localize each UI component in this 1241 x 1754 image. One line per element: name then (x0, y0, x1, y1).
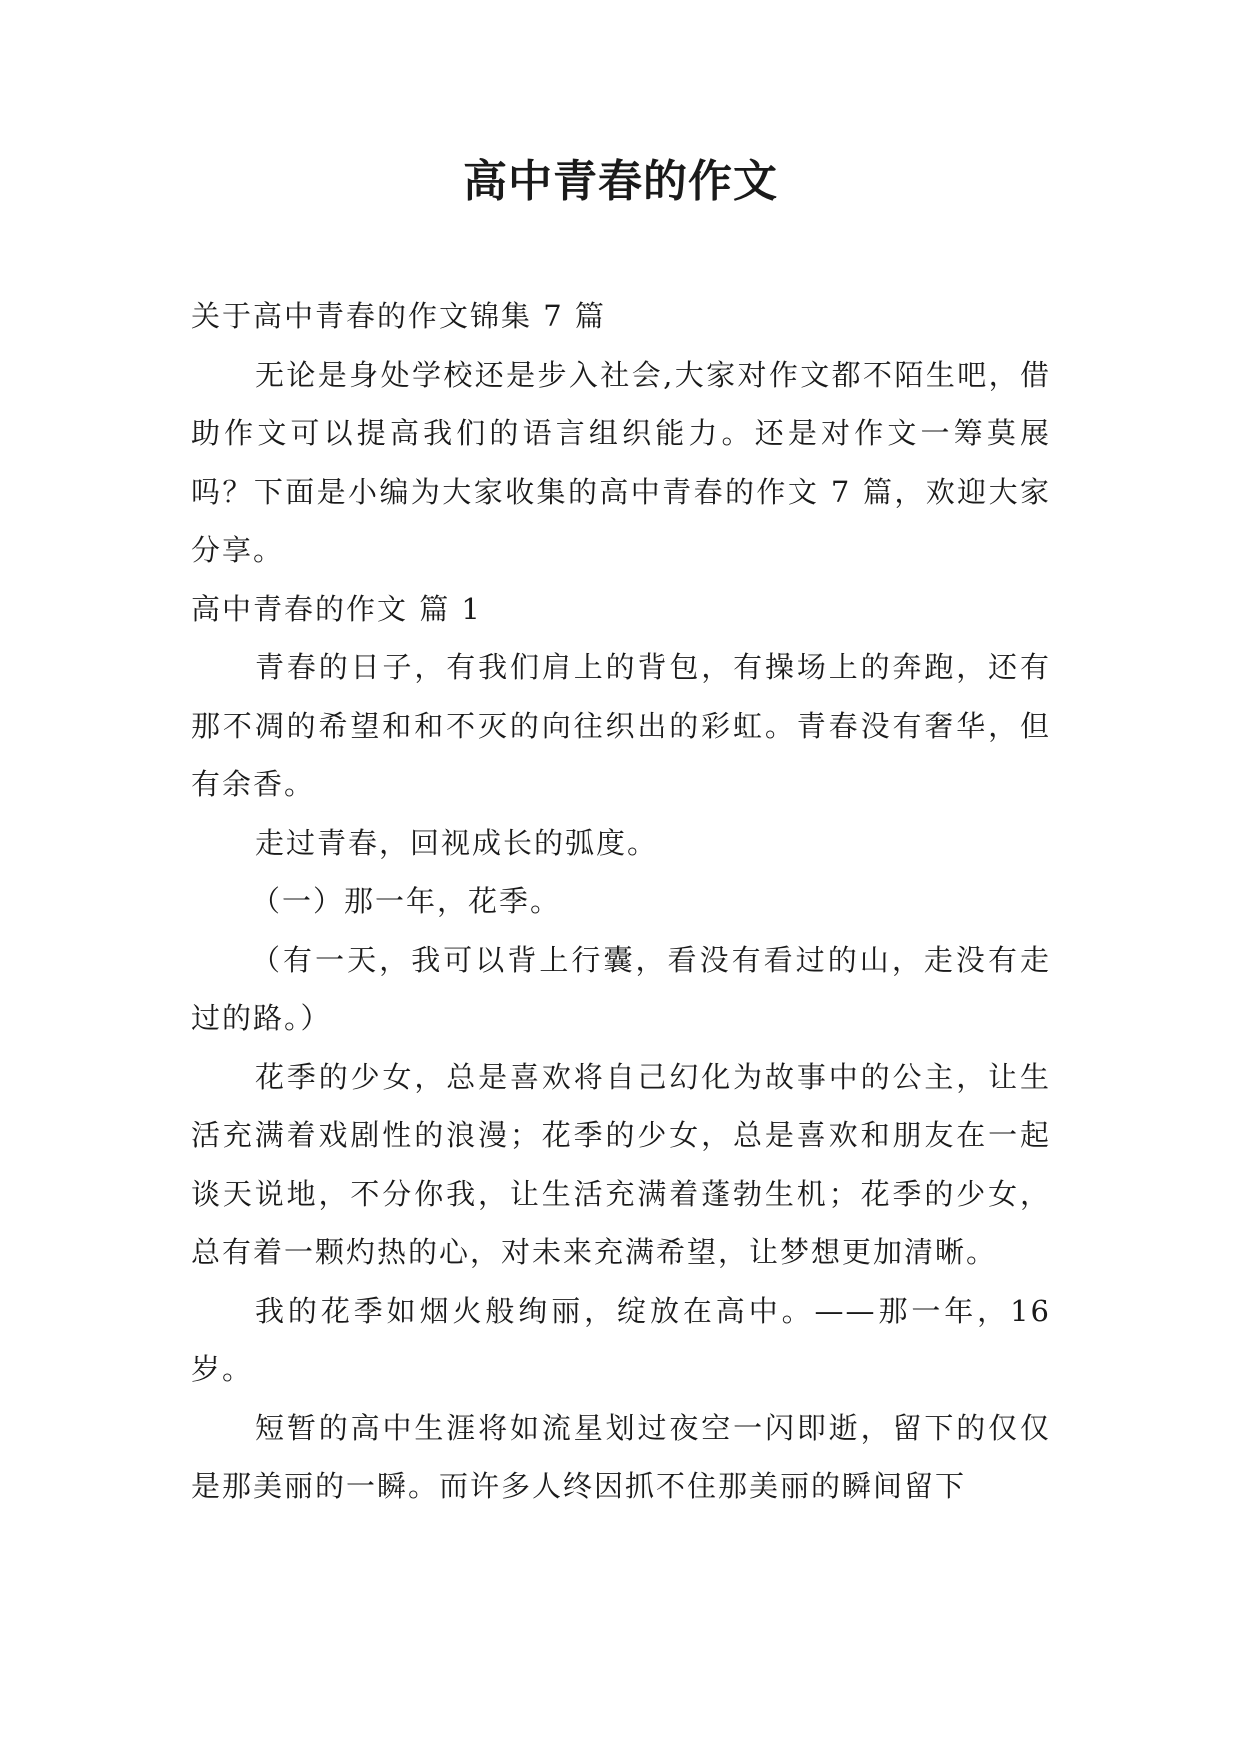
paragraph-intro: 无论是身处学校还是步入社会,大家对作文都不陌生吧，借助作文可以提高我们的语言组织能力。还是对作文一筹莫展吗？下面是小编为大家收集的高中青春的作文 7 篇，欢迎大家分享。 (191, 357, 1051, 567)
paragraph-body: 走过青春，回视成长的弧度。 (255, 825, 659, 860)
paragraph-subheading: （一）那一年，花季。 (251, 884, 562, 918)
document-title: 高中青春的作文 (463, 156, 778, 207)
paragraph-section-heading: 高中青春的作文 篇 1 (191, 591, 482, 626)
paragraph-collection-heading: 关于高中青春的作文锦集 7 篇 (191, 299, 606, 333)
paragraph-body: （有一天，我可以背上行囊，看没有看过的山，走没有走过的路。） (191, 942, 1051, 1035)
paragraph-body: 青春的日子，有我们肩上的背包，有操场上的奔跑，还有那不凋的希望和和不灭的向往织出的彩虹。青春没有奢华，但有余香。 (191, 650, 1051, 801)
paragraph-body: 我的花季如烟火般绚丽，绽放在高中。——那一年，16 岁。 (191, 1293, 1051, 1386)
document-body (191, 287, 1051, 1516)
paragraph-body: 短暂的高中生涯将如流星划过夜空一闪即逝，留下的仅仅是那美丽的一瞬。而许多人终因抓不住那美丽的瞬间留下 (191, 1410, 1051, 1503)
paragraph-body: 花季的少女，总是喜欢将自己幻化为故事中的公主，让生活充满着戏剧性的浪漫；花季的少女，总是喜欢和朋友在一起谈天说地，不分你我，让生活充满着蓬勃生机；花季的少女，总有着一颗灼热的心，对未来充满希望，让梦想更加清晰。 (191, 1059, 1051, 1269)
